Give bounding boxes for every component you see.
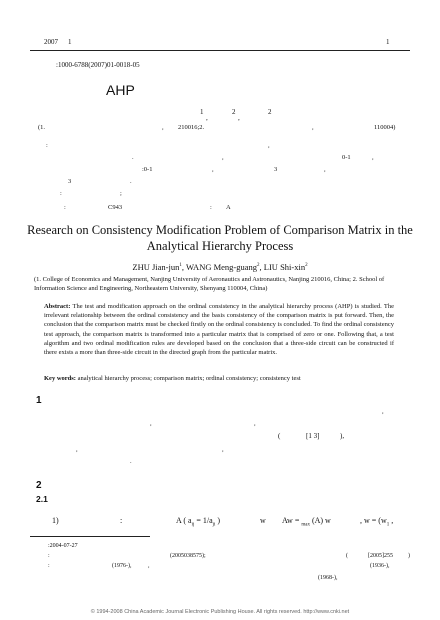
en-affiliation: (1. College of Economics and Management, Nanjing University of Aeronautics and Astronautics, Nanjing 210016, China; 2. School of Information Science and Engineering, Northeastern University, Shenyang 110004, China) [34, 276, 385, 292]
article-number: :1000-6788(2007)01-0018-05 [56, 61, 140, 69]
sec1-citation: [1 3] [306, 432, 320, 440]
keywords-text: analytical hierarchy process; comparison matrix; ordinal consistency; consistency test [77, 375, 301, 382]
cn-abs-r4b: . [130, 178, 132, 185]
cn-author-mark-2: 2 [232, 108, 236, 116]
cn-author-mark-1: 1 [200, 108, 204, 116]
cn-abs-r1: : [46, 142, 48, 149]
cn-abs-r2num: 0-1 [342, 154, 351, 161]
section-2-1-heading: 2.1 [36, 494, 48, 504]
footnote-bio-2-years: (1936-), [370, 563, 390, 569]
formula-c-part: , w = (w [360, 516, 387, 525]
author-1-mark: 1 [179, 263, 182, 269]
sec1-dot-a: , [382, 408, 384, 415]
footnote-fund-b: ( [346, 553, 348, 559]
cn-abs-r1b: , [268, 142, 270, 149]
en-abstract [44, 302, 394, 357]
cn-abs-r3num: 3 [274, 166, 278, 173]
cn-abs-clc: C943 [108, 204, 123, 211]
formula-a2-part: = 1/a [194, 516, 213, 525]
sec1-cite-open: ( [278, 432, 281, 440]
page-footer: © 1994-2008 China Academic Journal Electronic Publishing House. All rights reserved. http://www.cnki.net [90, 609, 350, 615]
formula-b2-part: (A) w [309, 516, 331, 525]
cn-title: AHP [106, 82, 135, 98]
cn-abs-r6c: : [210, 204, 212, 211]
keywords-label: Key words: [44, 375, 76, 382]
formula-c-sub: 1 [386, 522, 390, 528]
formula-w-label: w [260, 516, 266, 525]
sec1-dot-b: , [150, 420, 152, 427]
header-rule [30, 50, 410, 51]
cn-author-sep-2: , [238, 114, 240, 122]
def-item-1: 1) [52, 516, 59, 525]
footnote-fund-c: ) [408, 553, 410, 559]
footnote-bio-3-years: (1968-), [318, 575, 338, 581]
def-colon: : [120, 516, 123, 525]
header-issue: 1 [68, 38, 72, 46]
footnote-fund-no: (2005038575); [170, 553, 206, 559]
formula-eigen [282, 516, 331, 531]
cn-abs-r5: : [60, 190, 62, 197]
footnote-bio-1-sep: , [148, 563, 150, 569]
formula-c2-part: , [389, 516, 394, 525]
author-3: LIU Shi-xin [263, 262, 306, 272]
formula-a-sub: ij [191, 522, 195, 528]
sec1-dot-f: . [130, 458, 132, 465]
abstract-label: Abstract: [44, 303, 71, 310]
sec1-dot-e: , [222, 446, 224, 453]
footnote-fund-no2: [2005]255 [368, 553, 393, 559]
cn-affil-end: 110004) [374, 124, 396, 131]
formula-b-part: Aw = [282, 516, 302, 525]
cn-abs-r5b: ; [120, 190, 122, 197]
footnote-date: :2004-07-27 [48, 543, 78, 549]
footnote-rule [30, 536, 150, 537]
author-3-mark: 2 [305, 263, 308, 269]
header-page: 1 [386, 38, 390, 46]
formula-reciprocal [176, 516, 220, 531]
author-2: WANG Meng-guang [185, 262, 258, 272]
cn-abs-r2a: . [132, 154, 134, 161]
abstract-text: The test and modification approach on the ordinal consistency in the analytical hierarchy process (AHP) is studied. The irrelevant relationship between the ordinal consistency and the basis consistency of the comparison matrix is put forward. Then, the conclusion that the comparison matrix must be checked firstly on the ordinal consistency is concluded. To find the ordinal consistency test approach, the comparison matrix is transformed into a particular matrix that is comprised of zero or one. Following that, a test algorithm and two ordinal modification rules are developed based on the conclusion that a three-side circuit can be constructed if there exists a more than three-side circuit in the directed graph from the particular matrix. [44, 303, 394, 357]
sec1-dot-d: , [76, 446, 78, 453]
cn-affil-sep-1: , [162, 124, 164, 131]
cn-affil-code: 210016;2. [178, 124, 205, 131]
en-keywords [44, 374, 394, 383]
en-authors [20, 262, 420, 272]
section-1-heading: 1 [36, 395, 42, 406]
formula-b-sub: max [301, 522, 310, 528]
cn-author-mark-3: 2 [268, 108, 272, 116]
sec1-cite-close: ), [340, 432, 345, 440]
cn-abs-r3c: , [324, 166, 326, 173]
cn-author-sep-1: , [206, 114, 208, 122]
formula-a-part: A ( a [176, 516, 192, 525]
cn-abs-r3b: , [212, 166, 214, 173]
author-1: ZHU Jian-jun [132, 262, 180, 272]
cn-affil-start: (1. [38, 124, 46, 131]
formula-a3-part: ) [215, 516, 221, 525]
author-sep: , [259, 262, 262, 272]
author-2-mark: 2 [257, 263, 260, 269]
section-2-heading: 2 [36, 480, 42, 491]
cn-abs-doccode: A [226, 204, 231, 211]
formula-vector [360, 516, 393, 531]
footnote-bio-1-years: (1976-), [112, 563, 132, 569]
author-sep: , [181, 262, 184, 272]
cn-abs-r2b: , [222, 154, 224, 161]
footnote-bio-1: : [48, 563, 50, 569]
cn-abs-r4num: 3 [68, 178, 72, 185]
cn-abs-r3a: :0-1 [142, 166, 153, 173]
cn-abs-r6: : [64, 204, 66, 211]
sec1-dot-c: , [254, 420, 256, 427]
header-year: 2007 [44, 38, 58, 46]
cn-abs-r2c: , [372, 154, 374, 161]
cn-affil-sep-2: , [312, 124, 314, 131]
formula-a2-sub: ji [212, 522, 216, 528]
en-title: Research on Consistency Modification Problem of Comparison Matrix in the Analytical Hierarchy Process [27, 223, 413, 253]
footnote-fund-a: : [48, 553, 50, 559]
